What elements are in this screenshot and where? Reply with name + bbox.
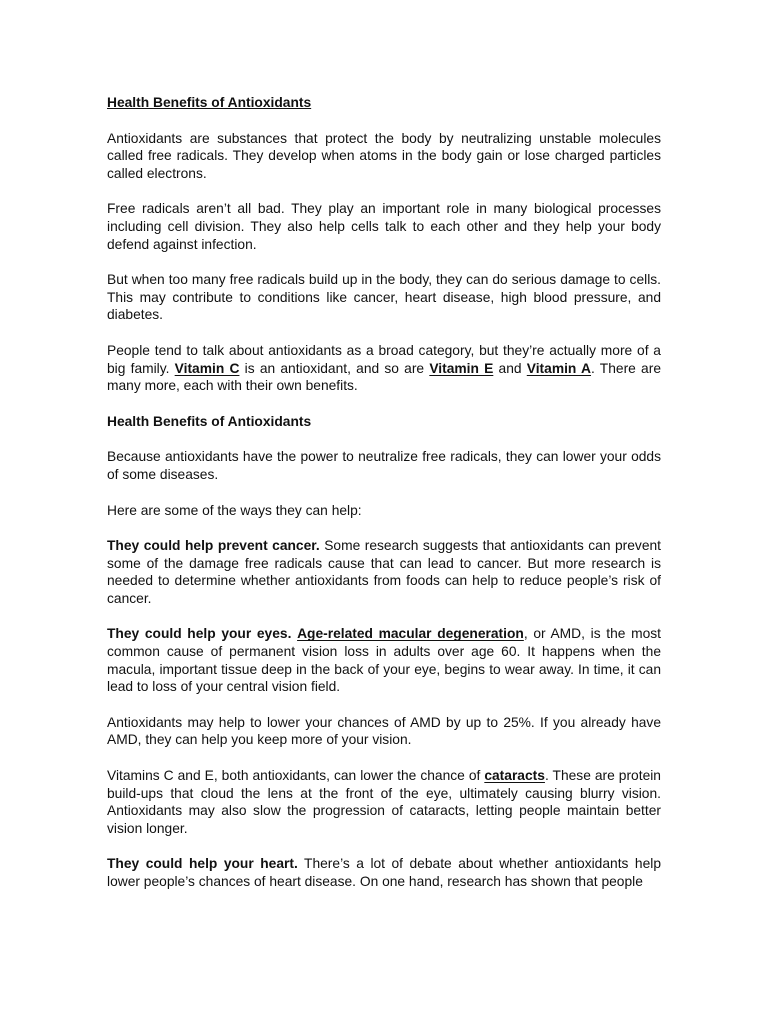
cancer-lead: They could help prevent cancer. [107, 538, 320, 554]
paragraph-ways: Here are some of the ways they can help: [107, 502, 362, 518]
paragraph-intro: Antioxidants are substances that protect the body by neutralizing unstable molecules called free radicals. They develop when atoms in the body gain or lose charged particles called electrons. [107, 130, 661, 181]
cataracts-text-2: . These are protein build-ups that cloud the lens at the front of the eye, ultimately causing blurry vision. Antioxidants may also slow the progression of cataracts, letting people maintain better vision longer. [107, 768, 661, 836]
paragraph-heart [107, 855, 661, 890]
paragraph-cancer [107, 537, 661, 607]
link-vitamin-e[interactable]: Vitamin E [429, 360, 494, 376]
paragraph-amd: Antioxidants may help to lower your chances of AMD by up to 25%. If you already have AMD, they can help you keep more of your vision. [107, 714, 661, 748]
eyes-text: , or AMD, is the most common cause of permanent vision loss in adults over age 60. It happens when the macula, important tissue deep in the back of your eye, begins to wear away. In time, it can lead to loss of your central vision field. [107, 626, 661, 695]
paragraph-neutralize: Because antioxidants have the power to neutralize free radicals, they can lower your odds of some diseases. [107, 449, 661, 482]
paragraph-family-text-4: . There are many more, each with their own benefits. [107, 360, 662, 394]
paragraph-free-radicals: Free radicals aren’t all bad. They play an important role in many biological processes including cell division. They also help cells talk to each other and they help your body defend against infection. [107, 201, 661, 252]
cancer-text: Some research suggests that antioxidants can prevent some of the damage free radicals cause that can lead to cancer. But more research is needed to determine whether antioxidants from foods can help to reduce people’s risk of cancer. [107, 538, 661, 606]
heart-text: There’s a lot of debate about whether antioxidants help lower people’s chances of heart disease. On one hand, research has shown that people [107, 856, 661, 889]
paragraph-family-text-2: is an antioxidant, and so are [239, 360, 430, 376]
heart-lead: They could help your heart. [107, 856, 298, 872]
document-body [107, 94, 661, 909]
paragraph-damage: But when too many free radicals build up in the body, they can do serious damage to cells. This may contribute to conditions like cancer, heart disease, high blood pressure, and diabetes. [107, 272, 661, 323]
paragraph-family-text-1: People tend to talk about antioxidants as a broad category, but they’re actually more of a big family. [107, 342, 661, 376]
paragraph-eyes [107, 625, 661, 695]
paragraph-cataracts [107, 767, 661, 837]
eyes-lead: They could help your eyes. [107, 626, 292, 642]
document-title: Health Benefits of Antioxidants [107, 95, 312, 110]
cataracts-text-1: Vitamins C and E, both antioxidants, can lower the chance of [107, 768, 485, 784]
section-heading: Health Benefits of Antioxidants [107, 413, 312, 429]
link-vitamin-c[interactable]: Vitamin C [174, 360, 240, 376]
paragraph-family-text-3: and [493, 360, 527, 376]
link-cataracts[interactable]: cataracts [484, 768, 545, 784]
link-vitamin-a[interactable]: Vitamin A [526, 360, 592, 376]
link-amd[interactable]: Age-related macular degeneration [297, 626, 524, 642]
paragraph-family [107, 342, 661, 395]
